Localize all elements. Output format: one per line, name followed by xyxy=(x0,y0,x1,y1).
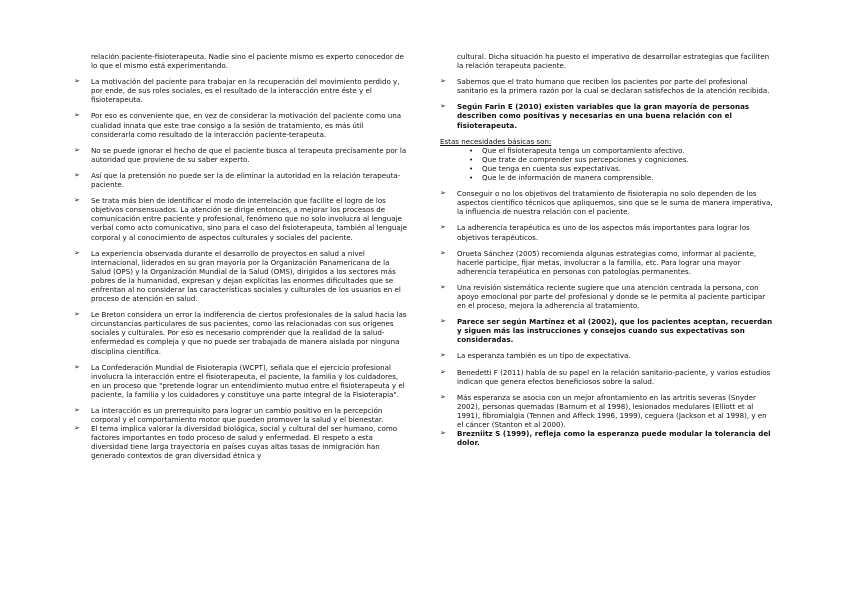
arrow-bullet-icon: ➢ xyxy=(74,248,80,257)
bullet-text: La adherencia terapéutica es uno de los aspectos más importantes para lograr los objetivos terapéuticos. xyxy=(457,223,750,242)
arrow-bullet-icon: ➢ xyxy=(440,102,446,111)
right-column xyxy=(440,52,774,454)
bullet-text: La esperanza también es un tipo de expectativa. xyxy=(457,351,631,361)
arrow-bullet-icon: ➢ xyxy=(440,248,446,257)
right-bullet-list-a xyxy=(440,77,774,129)
bullet-text: Benedetti F (2011) habla de su papel en la relación sanitario-paciente, y varios estudios indican que genera efectos beneficiosos sobre la salud. xyxy=(457,367,771,386)
bullet-text: La motivación del paciente para trabajar en la recuperación del movimiento perdido y, por ende, de sus roles sociales, es el resultado de la interacción entre éste y el fisioterapeuta. xyxy=(91,77,400,105)
bullet-text: Orueta Sánchez (2005) recomienda algunas estrategias como, informar al paciente, hacerle participe, fijar metas, involucrar a la familia, etc. Para lograr una mayor adherencia terapéutica en personas con patologías permanentes. xyxy=(457,248,757,276)
bullet-item xyxy=(440,189,774,216)
bullet-text: Según Farin E (2010) existen variables que la gran mayoría de personas describen como positivas y necesarias en una buena relación con el fisioterapeuta. xyxy=(457,102,750,130)
bullet-text: Más esperanza se asocia con un mejor afrontamiento en las artritis severas (Snyder 2002), personas quemadas (Barnum et al 1998), lesionados medulares (Elliott et al 1991), fibromialgia (Tennen and Affeck 1996, 1999), ceguera (Jackson et al 1998), y en el cáncer (Stanton et al 2000). xyxy=(457,392,767,429)
arrow-bullet-icon: ➢ xyxy=(74,310,80,319)
arrow-bullet-icon: ➢ xyxy=(74,196,80,205)
bullet-item xyxy=(440,77,774,95)
bullet-text: Parece ser según Martínez et al (2002), que los pacientes aceptan, recuerdan y siguen más las instrucciones y consejos cuando sus expectativas son consideradas. xyxy=(457,317,773,345)
bullet-item xyxy=(74,406,408,424)
bullet-item xyxy=(74,77,408,104)
bullet-item xyxy=(74,196,408,241)
arrow-bullet-icon: ➢ xyxy=(74,170,80,179)
bullet-item xyxy=(440,283,774,310)
arrow-bullet-icon: ➢ xyxy=(440,77,446,86)
needs-list-item: • Que tenga en cuenta sus expectativas. xyxy=(440,164,774,173)
arrow-bullet-icon: ➢ xyxy=(440,351,446,360)
bullet-text: La experiencia observada durante el desarrollo de proyectos en salud a nivel internacional, liderados en su gran mayoría por la Organización Panamericana de la Salud (OPS) y la Organización Mundial de la Salud (OMS), dirigidos a los sectores más pobres de la humanidad, expresan y dejan explícitas las enormes dificultades que se enfrentan al no considerar las características sociales y culturales de los usuarios en el proceso de atención en salud. xyxy=(91,248,401,304)
bullet-text: Conseguir o no los objetivos del tratamiento de fisioterapia no solo dependen de los aspectos científico técnicos que apliquemos, sino que se le suma de manera imperativa, la influencia de nuestra relación con el paciente. xyxy=(457,189,773,217)
arrow-bullet-icon: ➢ xyxy=(74,362,80,371)
arrow-bullet-icon: ➢ xyxy=(440,392,446,401)
bullet-item xyxy=(440,368,774,386)
arrow-bullet-icon: ➢ xyxy=(74,406,80,414)
bullet-item xyxy=(440,429,774,447)
bullet-text: La interacción es un prerrequisito para lograr un cambio positivo en la percepción corporal y el comportamiento motor que pueden promover la salud y el bienestar. xyxy=(91,406,384,425)
arrow-bullet-icon: ➢ xyxy=(74,145,80,154)
bullet-text: Brezniitz S (1999), refleja como la esperanza puede modular la tolerancia del dolor. xyxy=(457,429,771,448)
bullet-item xyxy=(74,249,408,304)
needs-list xyxy=(440,146,774,182)
arrow-bullet-icon: ➢ xyxy=(74,111,80,120)
needs-list-item: • Que le de información de manera comprensible. xyxy=(440,173,774,182)
bullet-item xyxy=(440,317,774,344)
bullet-item xyxy=(74,424,408,460)
bullet-item xyxy=(440,393,774,429)
bullet-text: Una revisión sistemática reciente sugiere que una atención centrada la persona, con apoyo emocional por parte del profesional y donde se le permita al paciente participar en el proceso, mejora la adherencia al tratamiento. xyxy=(457,282,766,311)
bullet-item xyxy=(440,223,774,241)
arrow-bullet-icon: ➢ xyxy=(74,77,80,86)
needs-heading: Estas necesidades básicas son: xyxy=(440,136,552,146)
continuation-text: cultural. Dicha situación ha puesto el imperativo de desarrollar estrategias que faciliten la relación terapeuta paciente. xyxy=(457,52,770,71)
bullet-text: Sabemos que el trato humano que reciben los pacientes por parte del profesional sanitario es la primera razón por la cual se declaran satisfechos de la atención recibida. xyxy=(457,77,770,96)
bullet-item xyxy=(74,171,408,189)
bullet-text: Así que la pretensión no puede ser la de eliminar la autoridad en la relación terapeuta- paciente. xyxy=(91,170,401,190)
bullet-text: Se trata más bien de identificar el modo de interrelación que facilite el logro de los objetivos consensuados. La atención se dirige entonces, a mejorar los procesos de comunicación entre paciente y profesional, fenómeno que no solo involucra al lenguaje verbal como acto comunicativo, sino para el caso del fisioterapeuta, también al lenguaje corporal y al conocimiento de aspectos culturales y sociales del paciente. xyxy=(91,196,408,242)
right-bullet-list-b xyxy=(440,189,774,447)
bullet-item xyxy=(440,351,774,360)
bullet-item xyxy=(440,102,774,129)
bullet-item xyxy=(74,310,408,355)
arrow-bullet-icon: ➢ xyxy=(74,424,80,433)
continuation-text: relación paciente-fisioterapeuta. Nadie sino el paciente mismo es experto conocedor de lo que el mismo está experimentando. xyxy=(91,52,404,71)
arrow-bullet-icon: ➢ xyxy=(440,429,446,438)
bullet-item xyxy=(440,249,774,276)
arrow-bullet-icon: ➢ xyxy=(440,367,446,376)
left-bullet-list xyxy=(74,77,408,460)
bullet-text: La Confederación Mundial de Fisioterapia (WCPT), señala que el ejercicio profesional involucra la interacción entre el fisioterapeuta, el paciente, la familia y los cuidadores, en un proceso que "pretende lograr un entendimiento mutuo entre el fisioterapeuta y el paciente, la familia y los cuidadores y constituye una parte integral de la Fisioterapia". xyxy=(91,362,405,399)
needs-list-item: • Que trate de comprender sus percepciones y cogniciones. xyxy=(440,155,774,164)
arrow-bullet-icon: ➢ xyxy=(440,282,446,291)
bullet-text: Le Breton considera un error la indiferencia de ciertos profesionales de la salud hacia las circunstancias particulares de sus pacientes, como las relacionadas con sus orígenes sociales y culturales. Por eso es necesario comprender que la realidad de la salud-enfermedad es compleja y que no puede ser trabajada de manera aislada por ninguna disciplina científica. xyxy=(91,310,407,356)
bullet-item xyxy=(74,111,408,138)
bullet-item xyxy=(74,146,408,164)
arrow-bullet-icon: ➢ xyxy=(440,223,446,232)
bullet-item xyxy=(74,363,408,399)
arrow-bullet-icon: ➢ xyxy=(440,189,446,198)
arrow-bullet-icon: ➢ xyxy=(440,317,446,326)
bullet-text: El tema implica valorar la diversidad biológica, social y cultural del ser humano, como factores importantes en todo proceso de salud y enfermedad. El respeto a esta diversidad tiene larga trayectoria en países cuyas altas tasas de inmigración han generado contextos de gran diversidad étnica y xyxy=(91,424,398,461)
left-column xyxy=(74,52,408,468)
needs-list-item: • Que el fisioterapeuta tenga un comportamiento afectivo. xyxy=(440,146,774,155)
bullet-text: Por eso es conveniente que, en vez de considerar la motivación del paciente como una cualidad innata que este trae consigo a la sesión de tratamiento, es más útil considerarla como resultado de la interacción paciente-terapeuta. xyxy=(91,111,402,139)
bullet-text: No se puede ignorar el hecho de que el paciente busca al terapeuta precisamente por la autoridad que proviene de su saber experto. xyxy=(91,145,407,164)
